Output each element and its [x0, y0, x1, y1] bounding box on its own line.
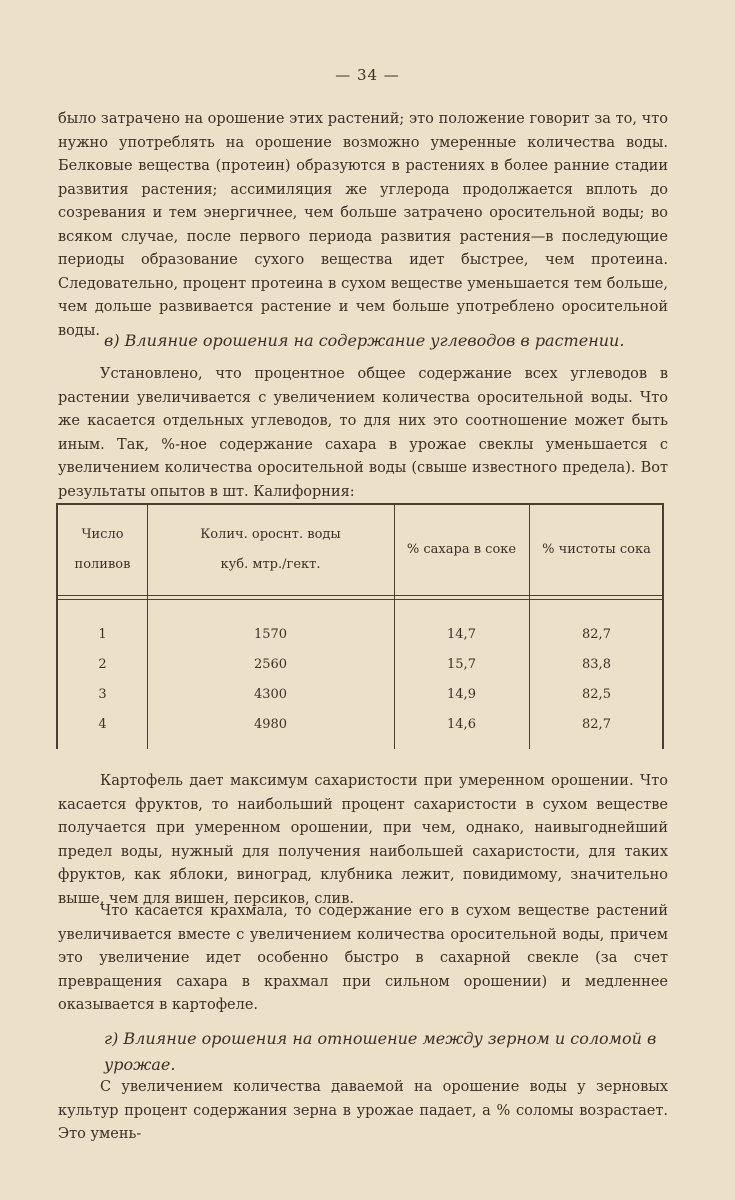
heading-text: г) Влияние орошения на отношение между зерном и соломой в урожае.: [104, 1029, 657, 1074]
header-water-amount: [147, 505, 394, 595]
paragraph-text: Установлено, что процентное общее содержание всех углеводов в растении увеличивается с увеличением количества оросительной воды. Что же касается отдельных углеводов, то для них это соотношение может быть иным. Так, %-ное содержание сахара в урожае свеклы уменьшается с увеличением количества оросительной воды (свыше известного предела). Вот результаты опытов в шт. Калифорния:: [58, 366, 668, 500]
cell-water: 4300: [253, 687, 288, 702]
cell-irrigations: 1: [98, 627, 107, 642]
paragraph-potatoes-fruits: [58, 770, 668, 911]
table-row: [58, 710, 664, 740]
section-heading-grain-straw: [58, 1026, 668, 1078]
header-purity: [529, 505, 664, 595]
paragraph-protein: [58, 108, 668, 343]
cell-sugar: 14,9: [447, 687, 476, 702]
paragraph-text: С увеличением количества даваемой на орошение воды у зерновых культур процент содержания зерна в урожае падает, а % соломы возрастает. Это умень-: [58, 1079, 668, 1142]
header-text: поливов: [74, 557, 131, 572]
cell-sugar: 14,6: [447, 717, 476, 732]
header-text: % сахара в соке: [406, 542, 517, 557]
cell-purity: 82,7: [582, 627, 611, 642]
paragraph-text: Картофель дает максимум сахаристости при умеренном орошении. Что касается фруктов, то наибольший процент сахаристости в сухом веществе получается при умеренном орошении, при чем, однако, наивыгоднейший предел воды, нужный для получения наибольшей сахаристости, для таких фруктов, как яблоки, виноград, клубника лежит, повидимому, значительно выше, чем для вишен, персиков, слив.: [58, 773, 668, 907]
cell-purity: 82,5: [582, 687, 611, 702]
page-number: — 34 —: [335, 66, 400, 84]
paragraph-carbohydrates: [58, 363, 668, 504]
header-text: Колич. ороснт. воды: [200, 527, 341, 542]
cell-sugar: 15,7: [447, 657, 476, 672]
table-row: [58, 620, 664, 650]
header-text: % чистоты сока: [542, 542, 651, 557]
cell-purity: 82,7: [582, 717, 611, 732]
paragraph-starch: [58, 900, 668, 1018]
cell-irrigations: 2: [98, 657, 107, 672]
heading-text: в) Влияние орошения на содержание углеводов в растении.: [104, 331, 625, 350]
paragraph-text: Что касается крахмала, то содержание его в сухом веществе растений увеличивается вместе с увеличением количества оросительной воды, причем это увеличение идет особенно быстро в сахарной свекле (за счет превращения сахара в крахмал при сильном орошении) и медленнее оказывается в картофеле.: [58, 903, 668, 1013]
cell-irrigations: 3: [98, 687, 107, 702]
cell-water: 2560: [253, 657, 288, 672]
cell-irrigations: 4: [98, 717, 107, 732]
paragraph-text: было затрачено на орошение этих растений; это положение говорит за то, что нужно употреблять на орошение возможно умеренные количества воды. Белковые вещества (протеин) образуются в растениях в более ранние стадии развития растения; ассимиляция же углерода продолжается вплоть до созревания и тем энергичнее, чем больше затрачено оросительной воды; во всяком случае, после первого периода развития растения—в последующие периоды образование сухого вещества идет быстрее, чем протеина. Следовательно, процент протеина в сухом веществе уменьшается тем больше, чем дольше развивается растение и чем больше употреблено оросительной воды.: [58, 111, 668, 339]
cell-water: 1570: [253, 627, 288, 642]
header-irrigations: [58, 505, 147, 595]
paragraph-grain: [58, 1076, 668, 1147]
header-text: Число: [81, 527, 124, 542]
header-sugar: [394, 505, 529, 595]
cell-sugar: 14,7: [447, 627, 476, 642]
sugar-beet-table: [56, 503, 664, 749]
table-row: [58, 680, 664, 710]
table-row: [58, 650, 664, 680]
header-text: куб. мтр./гект.: [220, 557, 321, 572]
cell-purity: 83,8: [582, 657, 611, 672]
section-heading-carbohydrates: [58, 328, 668, 354]
cell-water: 4980: [253, 717, 288, 732]
